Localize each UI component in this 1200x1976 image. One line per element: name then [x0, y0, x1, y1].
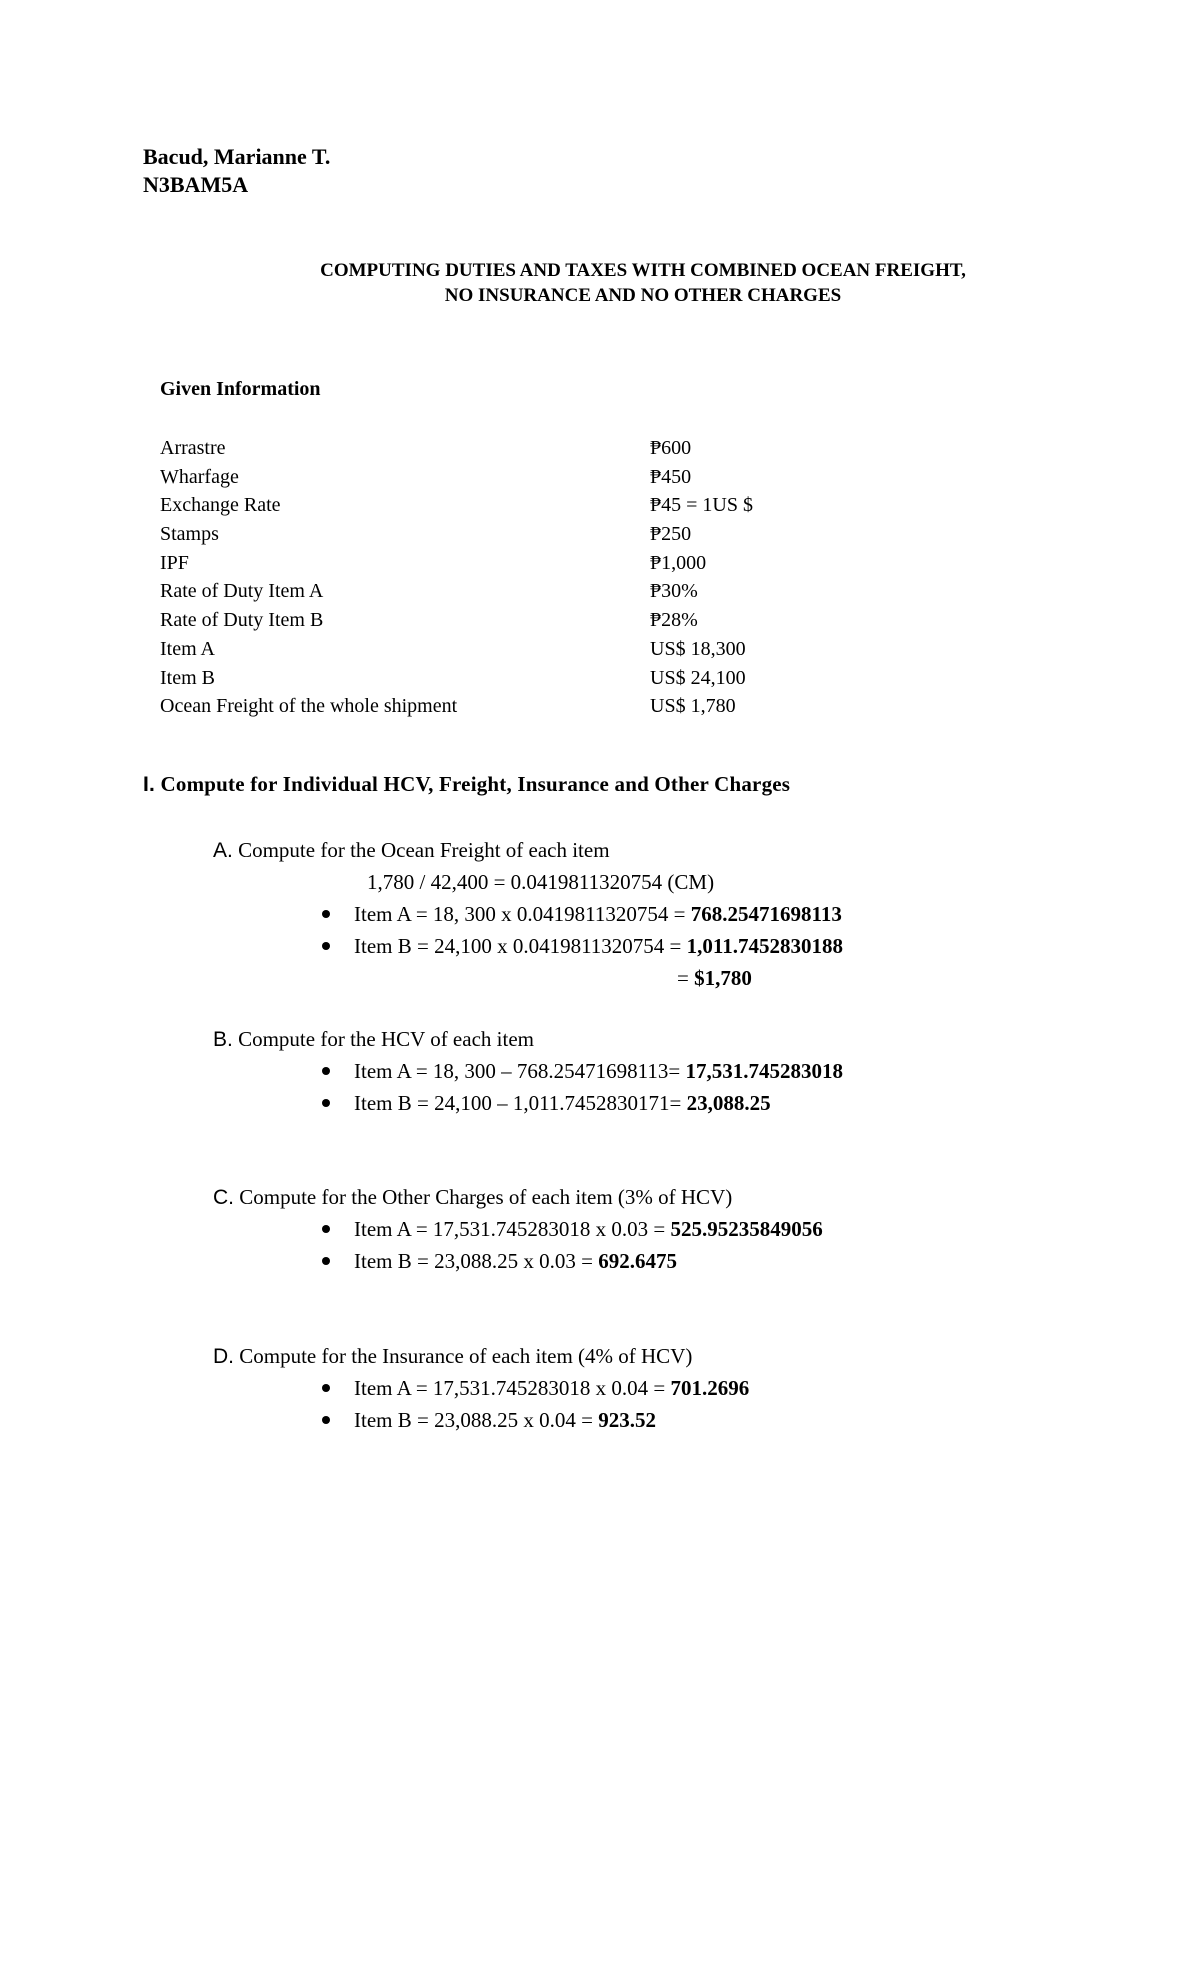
subsection-title [213, 1023, 843, 1055]
total-value: $1,780 [694, 966, 752, 990]
author-name: Bacud, Marianne T. [143, 144, 331, 169]
bullet-list [213, 898, 843, 962]
calc-text: Item B = 24,100 x 0.0419811320754 = [354, 934, 687, 958]
calc-text: Item B = 24,100 – 1,011.7452830171= [354, 1091, 687, 1115]
given-table [160, 434, 950, 721]
calc-text: Item A = 17,531.745283018 x 0.03 = [354, 1217, 671, 1241]
bullet-icon [322, 910, 330, 918]
given-label: Arrastre [160, 437, 226, 459]
calc-result: 692.6475 [598, 1249, 677, 1273]
calc-result: 768.25471698113 [690, 902, 842, 926]
subsection-letter: A. [213, 839, 233, 862]
given-heading: Given Information [160, 378, 321, 400]
given-row [160, 434, 950, 463]
subsection-title-text: Compute for the HCV of each item [238, 1027, 534, 1051]
calc-text: Item A = 18, 300 x 0.0419811320754 = [354, 902, 691, 926]
given-row [160, 491, 950, 520]
given-row [160, 577, 950, 606]
subsection-letter: D. [213, 1345, 234, 1368]
given-label: Exchange Rate [160, 494, 281, 517]
given-value: US$ 18,300 [650, 637, 746, 660]
given-label: Ocean Freight of the whole shipment [160, 695, 458, 718]
subsection-title [213, 1181, 823, 1213]
calc-result: 701.2696 [670, 1376, 750, 1400]
given-row [160, 549, 950, 578]
author-section: N3BAM5A [143, 172, 249, 197]
list-item [213, 1372, 749, 1404]
given-label: Rate of Duty Item A [160, 580, 324, 603]
bullet-icon [322, 1067, 330, 1075]
author-block [143, 143, 330, 199]
title-line-1: COMPUTING DUTIES AND TAXES WITH COMBINED OCEAN FREIGHT, [320, 260, 966, 281]
calc-result: 17,531.745283018 [685, 1059, 843, 1083]
given-label: Stamps [160, 523, 219, 546]
list-item [213, 1087, 843, 1119]
given-row [160, 606, 950, 635]
given-label: Rate of Duty Item B [160, 609, 324, 632]
given-value: US$ 1,780 [650, 695, 736, 718]
cm-calculation: 1,780 / 42,400 = 0.0419811320754 (CM) [367, 870, 715, 894]
given-value: ₱250 [650, 523, 692, 546]
calc-text: Item B = 23,088.25 x 0.03 = [354, 1249, 599, 1273]
calc-text: Item B = 23,088.25 x 0.04 = [354, 1408, 599, 1432]
subsection-b [213, 1023, 843, 1119]
bullet-icon [322, 1099, 330, 1107]
bullet-icon [322, 1384, 330, 1392]
given-row [160, 635, 950, 664]
bullet-list [213, 1213, 823, 1277]
given-row [160, 692, 950, 721]
given-value: ₱1,000 [650, 551, 707, 574]
given-value: ₱45 = 1US $ [650, 494, 753, 517]
given-row [160, 520, 950, 549]
calc-result: 23,088.25 [686, 1091, 771, 1115]
given-value: ₱600 [650, 437, 692, 459]
subsection-d [213, 1340, 749, 1436]
bullet-icon [322, 1225, 330, 1233]
bullet-icon [322, 1257, 330, 1265]
subsection-letter: C. [213, 1186, 234, 1209]
subsection-title-text: Compute for the Ocean Freight of each item [238, 838, 610, 862]
title-line-2: NO INSURANCE AND NO OTHER CHARGES [444, 285, 842, 306]
given-value: ₱28% [650, 609, 698, 632]
section-numeral: I. [143, 773, 156, 796]
list-item [213, 1404, 749, 1436]
list-item [213, 930, 843, 962]
subsection-title-text: Compute for the Other Charges of each item (3% of HCV) [239, 1185, 733, 1209]
given-label: Item A [160, 637, 215, 660]
calc-text: Item A = 18, 300 – 768.25471698113= [354, 1059, 686, 1083]
subsection-title [213, 834, 843, 866]
bullet-icon [322, 1416, 330, 1424]
given-label: Wharfage [160, 465, 239, 488]
bullet-icon [322, 942, 330, 950]
calc-result: 1,011.7452830188 [686, 934, 843, 958]
calc-result: 525.95235849056 [670, 1217, 823, 1241]
given-value: ₱450 [650, 465, 692, 488]
given-value: US$ 24,100 [650, 666, 746, 689]
list-item [213, 1213, 823, 1245]
list-item [213, 1245, 823, 1277]
subsection-letter: B. [213, 1028, 233, 1051]
section-title: Compute for Individual HCV, Freight, Insurance and Other Charges [160, 772, 791, 796]
total-prefix: = [677, 966, 695, 990]
given-label: Item B [160, 666, 215, 689]
list-item [213, 1055, 843, 1087]
subsection-title-text: Compute for the Insurance of each item (4% of HCV) [239, 1344, 693, 1368]
subsection-c [213, 1181, 823, 1277]
subsection-a [213, 834, 843, 994]
section-heading [143, 772, 790, 797]
calc-text: Item A = 17,531.745283018 x 0.04 = [354, 1376, 671, 1400]
bullet-list [213, 1372, 749, 1436]
list-item [213, 898, 843, 930]
bullet-list [213, 1055, 843, 1119]
given-row [160, 664, 950, 693]
document-title [143, 258, 1143, 308]
freight-total [213, 962, 843, 994]
calc-result: 923.52 [598, 1408, 656, 1432]
subsection-title [213, 1340, 749, 1372]
given-label: IPF [160, 551, 189, 574]
given-value: ₱30% [650, 580, 698, 603]
given-row [160, 463, 950, 492]
